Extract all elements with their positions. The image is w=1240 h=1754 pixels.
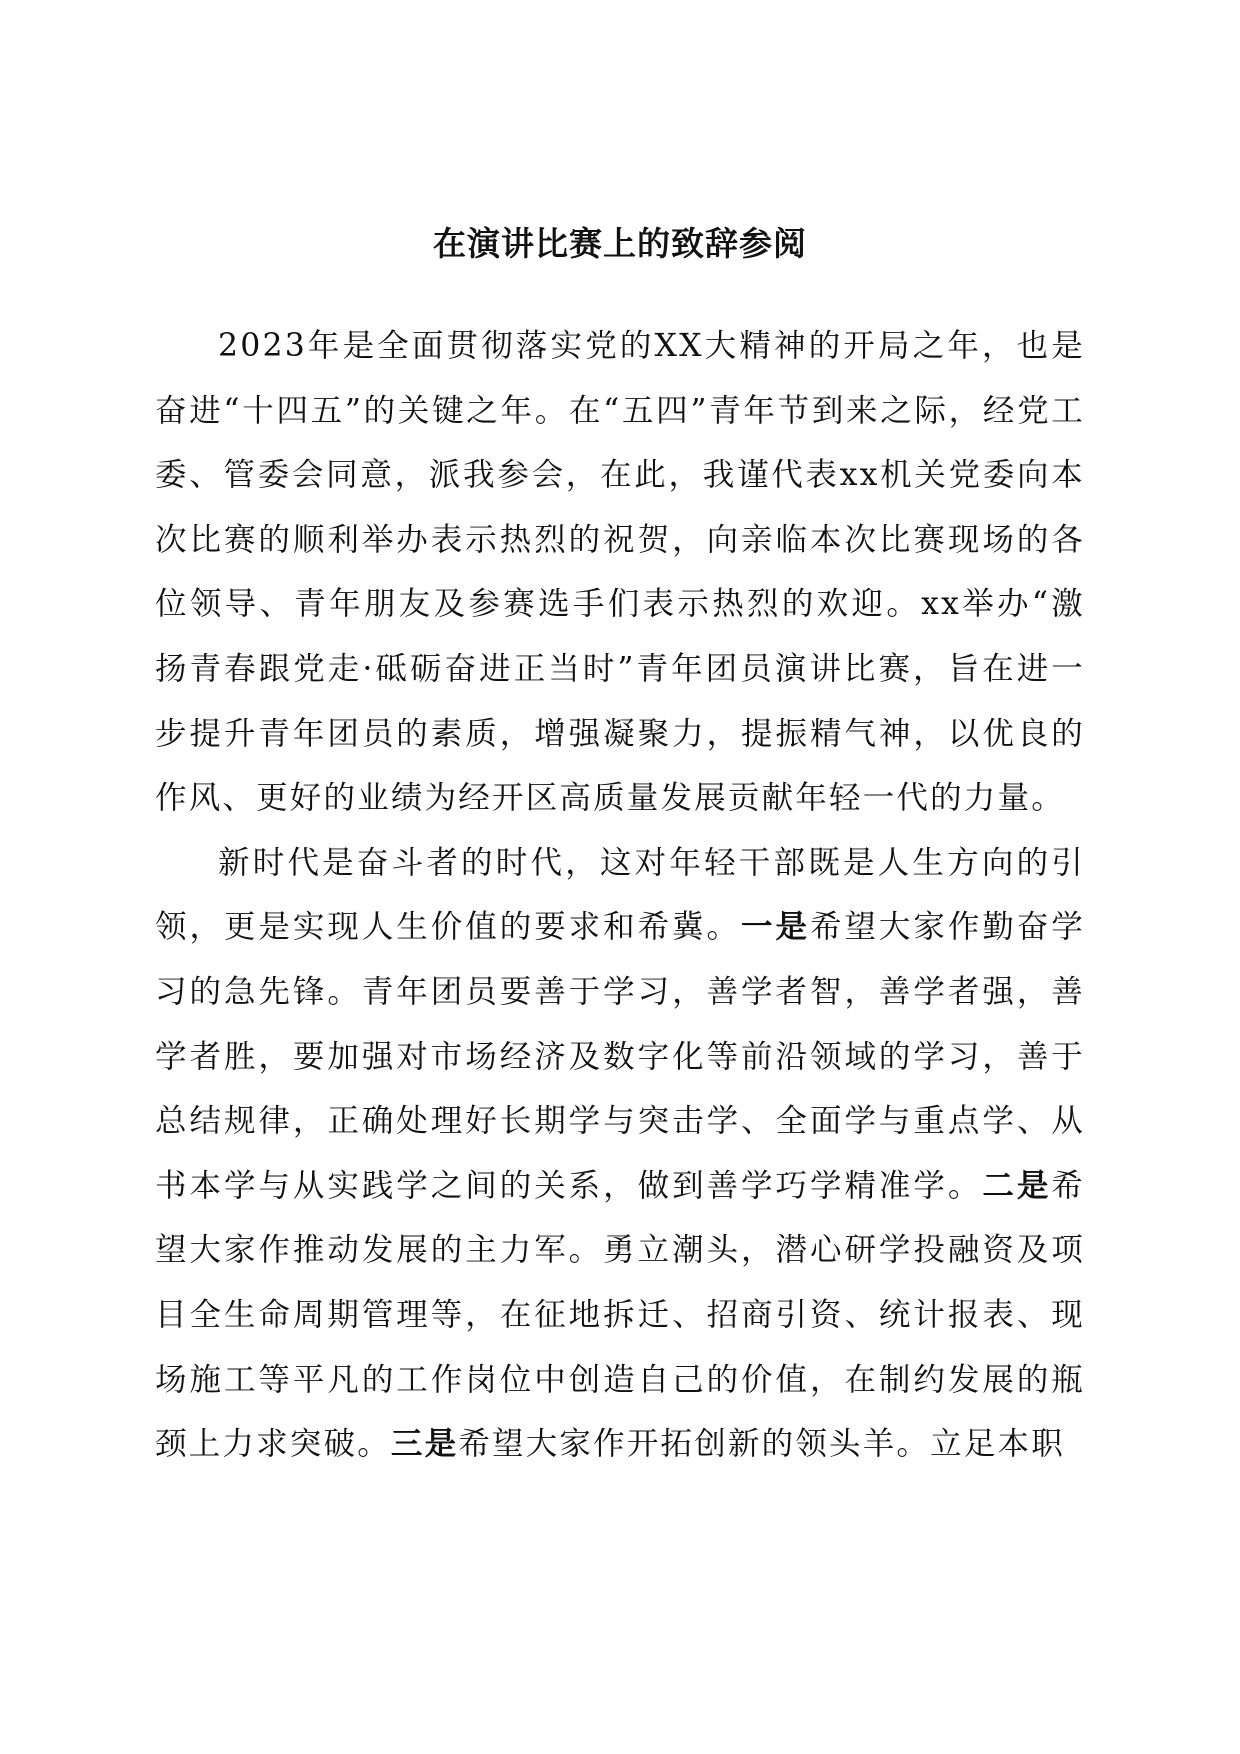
point-1-label: 一是 [741,908,810,946]
paragraph-2 [155,831,1085,1477]
paragraph-1: 2023年是全面贯彻落实党的XX大精神的开局之年，也是奋进“十四五”的关键之年。在“五四”青年节到来之际，经党工委、管委会同意，派我参会，在此，我谨代表xx机关党委向本次比赛的顺利举办表示热烈的祝贺，向亲临本次比赛现场的各位领导、青年朋友及参赛选手们表示热烈的欢迎。xx举办“激扬青春跟党走·砥砺奋进正当时”青年团员演讲比赛，旨在进一步提升青年团员的素质，增强凝聚力，提振精气神，以优良的作风、更好的业绩为经开区高质量发展贡献年轻一代的力量。 [155,328,1085,817]
point-3-label: 三是 [390,1425,459,1463]
point-1-text: 希望大家作勤奋学习的急先锋。青年团员要善于学习，善学者智，善学者强，善学者胜，要加强对市场经济及数字化等前沿领域的学习，善于总结规律，正确处理好长期学与突击学、全面学与重点学、从书本学与从实践学之间的关系，做到善学巧学精准学。 [155,909,1085,1204]
point-2-text: 希望大家作推动发展的主力军。勇立潮头，潜心研学投融资及项目全生命周期管理等，在征地拆迁、招商引资、统计报表、现场施工等平凡的工作岗位中创造自己的价值，在制约发展的瓶颈上力求突破。 [155,1167,1085,1463]
paragraph-2-intro: 新时代是奋斗者的时代，这对年轻干部既是人生方向的引领，更是实现人生价值的要求和希冀。 [155,844,1085,946]
document-body [155,314,1085,1477]
document-title: 在演讲比赛上的致辞参阅 [433,224,807,263]
point-2-label: 二是 [982,1166,1052,1204]
point-3-text: 希望大家作开拓创新的领头羊。立足本职 [458,1426,1065,1463]
